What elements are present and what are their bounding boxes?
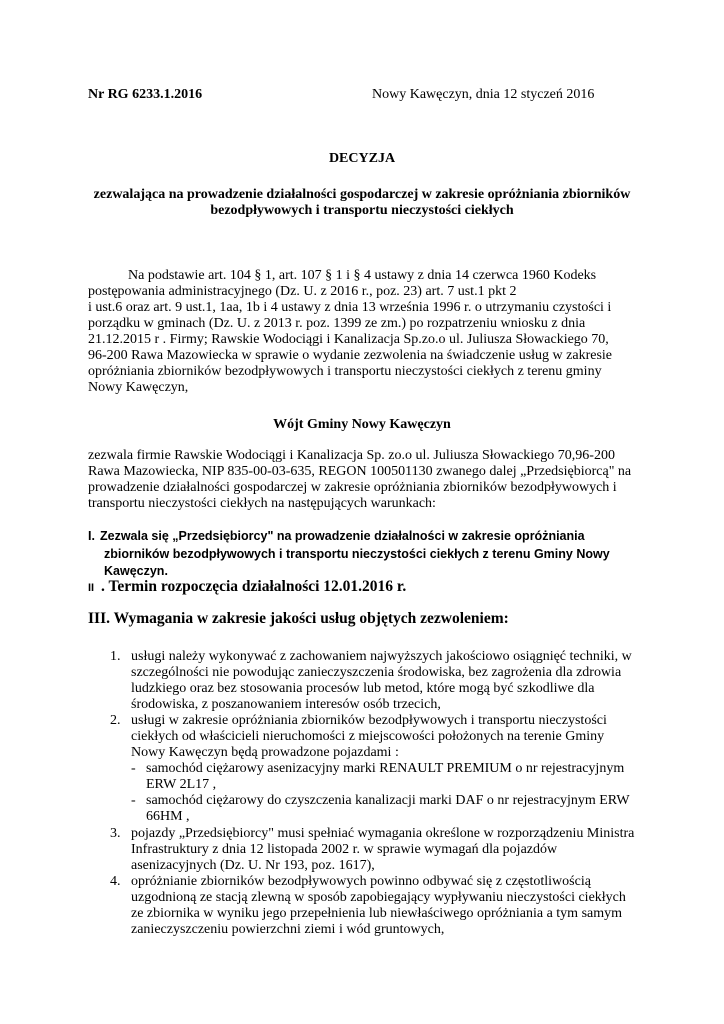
section-iii-heading: III. Wymagania w zakresie jakości usług objętych zezwoleniem: [88, 610, 509, 627]
section-ii-text: . Termin rozpoczęcia działalności 12.01.2016 r. [101, 578, 407, 595]
list-item-number: 2. [110, 713, 121, 728]
list-item-line: pojazdy „Przedsiębiorcy" musi spełniać wymagania określone w rozporządzeniu Ministra [131, 826, 635, 841]
intro-line: porządku w gminach (Dz. U. z 2013 r. poz. 1399 ze zm.) po rozpatrzeniu wniosku z dnia [88, 316, 586, 331]
vehicle-dash: - [131, 793, 136, 808]
vehicle-line: samochód ciężarowy asenizacyjny marki RENAULT PREMIUM o nr rejestracyjnym [146, 761, 625, 776]
subtitle-line: zezwalająca na prowadzenie działalności gospodarczej w zakresie opróżniania zbiorników [93, 187, 631, 202]
vehicle-line: 66HM , [146, 809, 190, 824]
intro-line: 96-200 Rawa Mazowiecka w sprawie o wydanie zezwolenia na świadczenie usług w zakresie [88, 348, 613, 363]
list-item-number: 3. [110, 826, 121, 841]
list-item-line: usługi w zakresie opróżniania zbiorników bezodpływowych i transportu nieczystości [131, 713, 607, 728]
decision-number: Nr RG 6233.1.2016 [88, 87, 203, 102]
intro-line: opróżniania zbiorników bezodpływowych i transportu nieczystości ciekłych z terenu gminy [88, 364, 602, 379]
grant-line: zezwala firmie Rawskie Wodociągi i Kanalizacja Sp. zo.o ul. Juliusza Słowackiego 70,96-200 [88, 448, 615, 463]
intro-line: i ust.6 oraz art. 9 ust.1, 1aa, 1b i 4 ustawy z dnia 13 września 1996 r. o utrzymaniu czystości i [88, 300, 612, 315]
section-i-line: Kawęczyn. [104, 564, 168, 578]
list-item-number: 1. [110, 649, 121, 664]
grant-line: transportu nieczystości ciekłych na następujących warunkach: [88, 496, 436, 511]
list-item-line: ludzkiego oraz bez stosowania procesów lub metod, które mogą być szkodliwe dla [131, 681, 595, 696]
list-item-line: uzgodnioną ze stacją zlewną w sposób zapobiegający wypływaniu nieczystości ciekłych [131, 890, 626, 905]
intro-line: Na podstawie art. 104 § 1, art. 107 § 1 i § 4 ustawy z dnia 14 czerwca 1960 Kodeks [128, 268, 597, 283]
grant-line: Rawa Mazowiecka, NIP 835-00-03-635, REGON 100501130 zwanego dalej „Przedsiębiorcą" na [88, 464, 632, 479]
list-item-line: zanieczyszczeniu powierzchni ziemi i wód gruntowych, [131, 922, 445, 937]
list-item-line: środowiska, z poszanowaniem interesów osób trzecich, [131, 697, 441, 712]
section-i-numeral: I. [88, 529, 95, 543]
vehicle-line: ERW 2L17 , [146, 777, 217, 792]
list-item-line: ciekłych od właścicieli nieruchomości z miejscowości położonych na terenie Gminy [131, 729, 605, 744]
list-item-line: opróżnianie zbiorników bezodpływowych powinno odbywać się z częstotliwością [131, 874, 591, 889]
grant-line: prowadzenie działalności gospodarczej w zakresie opróżniania zbiorników bezodpływowych i [88, 480, 617, 495]
list-item-number: 4. [110, 874, 121, 889]
section-i-line: Zezwala się „Przedsiębiorcy" na prowadzenie działalności w zakresie opróżniania [100, 529, 585, 543]
list-item-line: Infrastruktury z dnia 12 listopada 2002 r. w sprawie wymagań dla pojazdów [131, 842, 558, 857]
document-title: DECYZJA [328, 151, 396, 166]
list-item-line: ze zbiornika w wyniku jego przepełnienia lub niewłaściwego opróżniania a tym samym [131, 906, 623, 921]
vehicle-line: samochód ciężarowy do czyszczenia kanalizacji marki DAF o nr rejestracyjnym ERW [146, 793, 630, 808]
place-and-date: Nowy Kawęczyn, dnia 12 styczeń 2016 [372, 87, 595, 102]
list-item-line: usługi należy wykonywać z zachowaniem najwyższych jakościowo osiągnięć techniki, w [131, 649, 632, 664]
intro-line: Nowy Kawęczyn, [88, 380, 189, 395]
list-item-line: szczególności nie powodując zanieczyszczenia środowiska, bez zagrożenia dla zdrowia [131, 665, 622, 680]
section-i-line: zbiorników bezodpływowych i transportu nieczystości ciekłych z terenu Gminy Nowy [104, 547, 610, 561]
list-item-line: Nowy Kawęczyn będą prowadzone pojazdami : [131, 745, 399, 760]
intro-line: 21.12.2015 r . Firmy; Rawskie Wodociągi i Kanalizacja Sp.zo.o ul. Juliusza Słowackiego 70, [88, 332, 609, 347]
intro-line: postępowania administracyjnego (Dz. U. z 2016 r., poz. 23) art. 7 ust.1 pkt 2 [88, 284, 517, 299]
subtitle-line: bezodpływowych i transportu nieczystości ciekłych [210, 203, 514, 218]
vehicle-dash: - [131, 761, 136, 776]
authority-heading: Wójt Gminy Nowy Kawęczyn [273, 417, 451, 432]
section-ii-numeral: II [88, 582, 95, 594]
list-item-line: asenizacyjnych (Dz. U. Nr 193, poz. 1617), [131, 858, 375, 873]
